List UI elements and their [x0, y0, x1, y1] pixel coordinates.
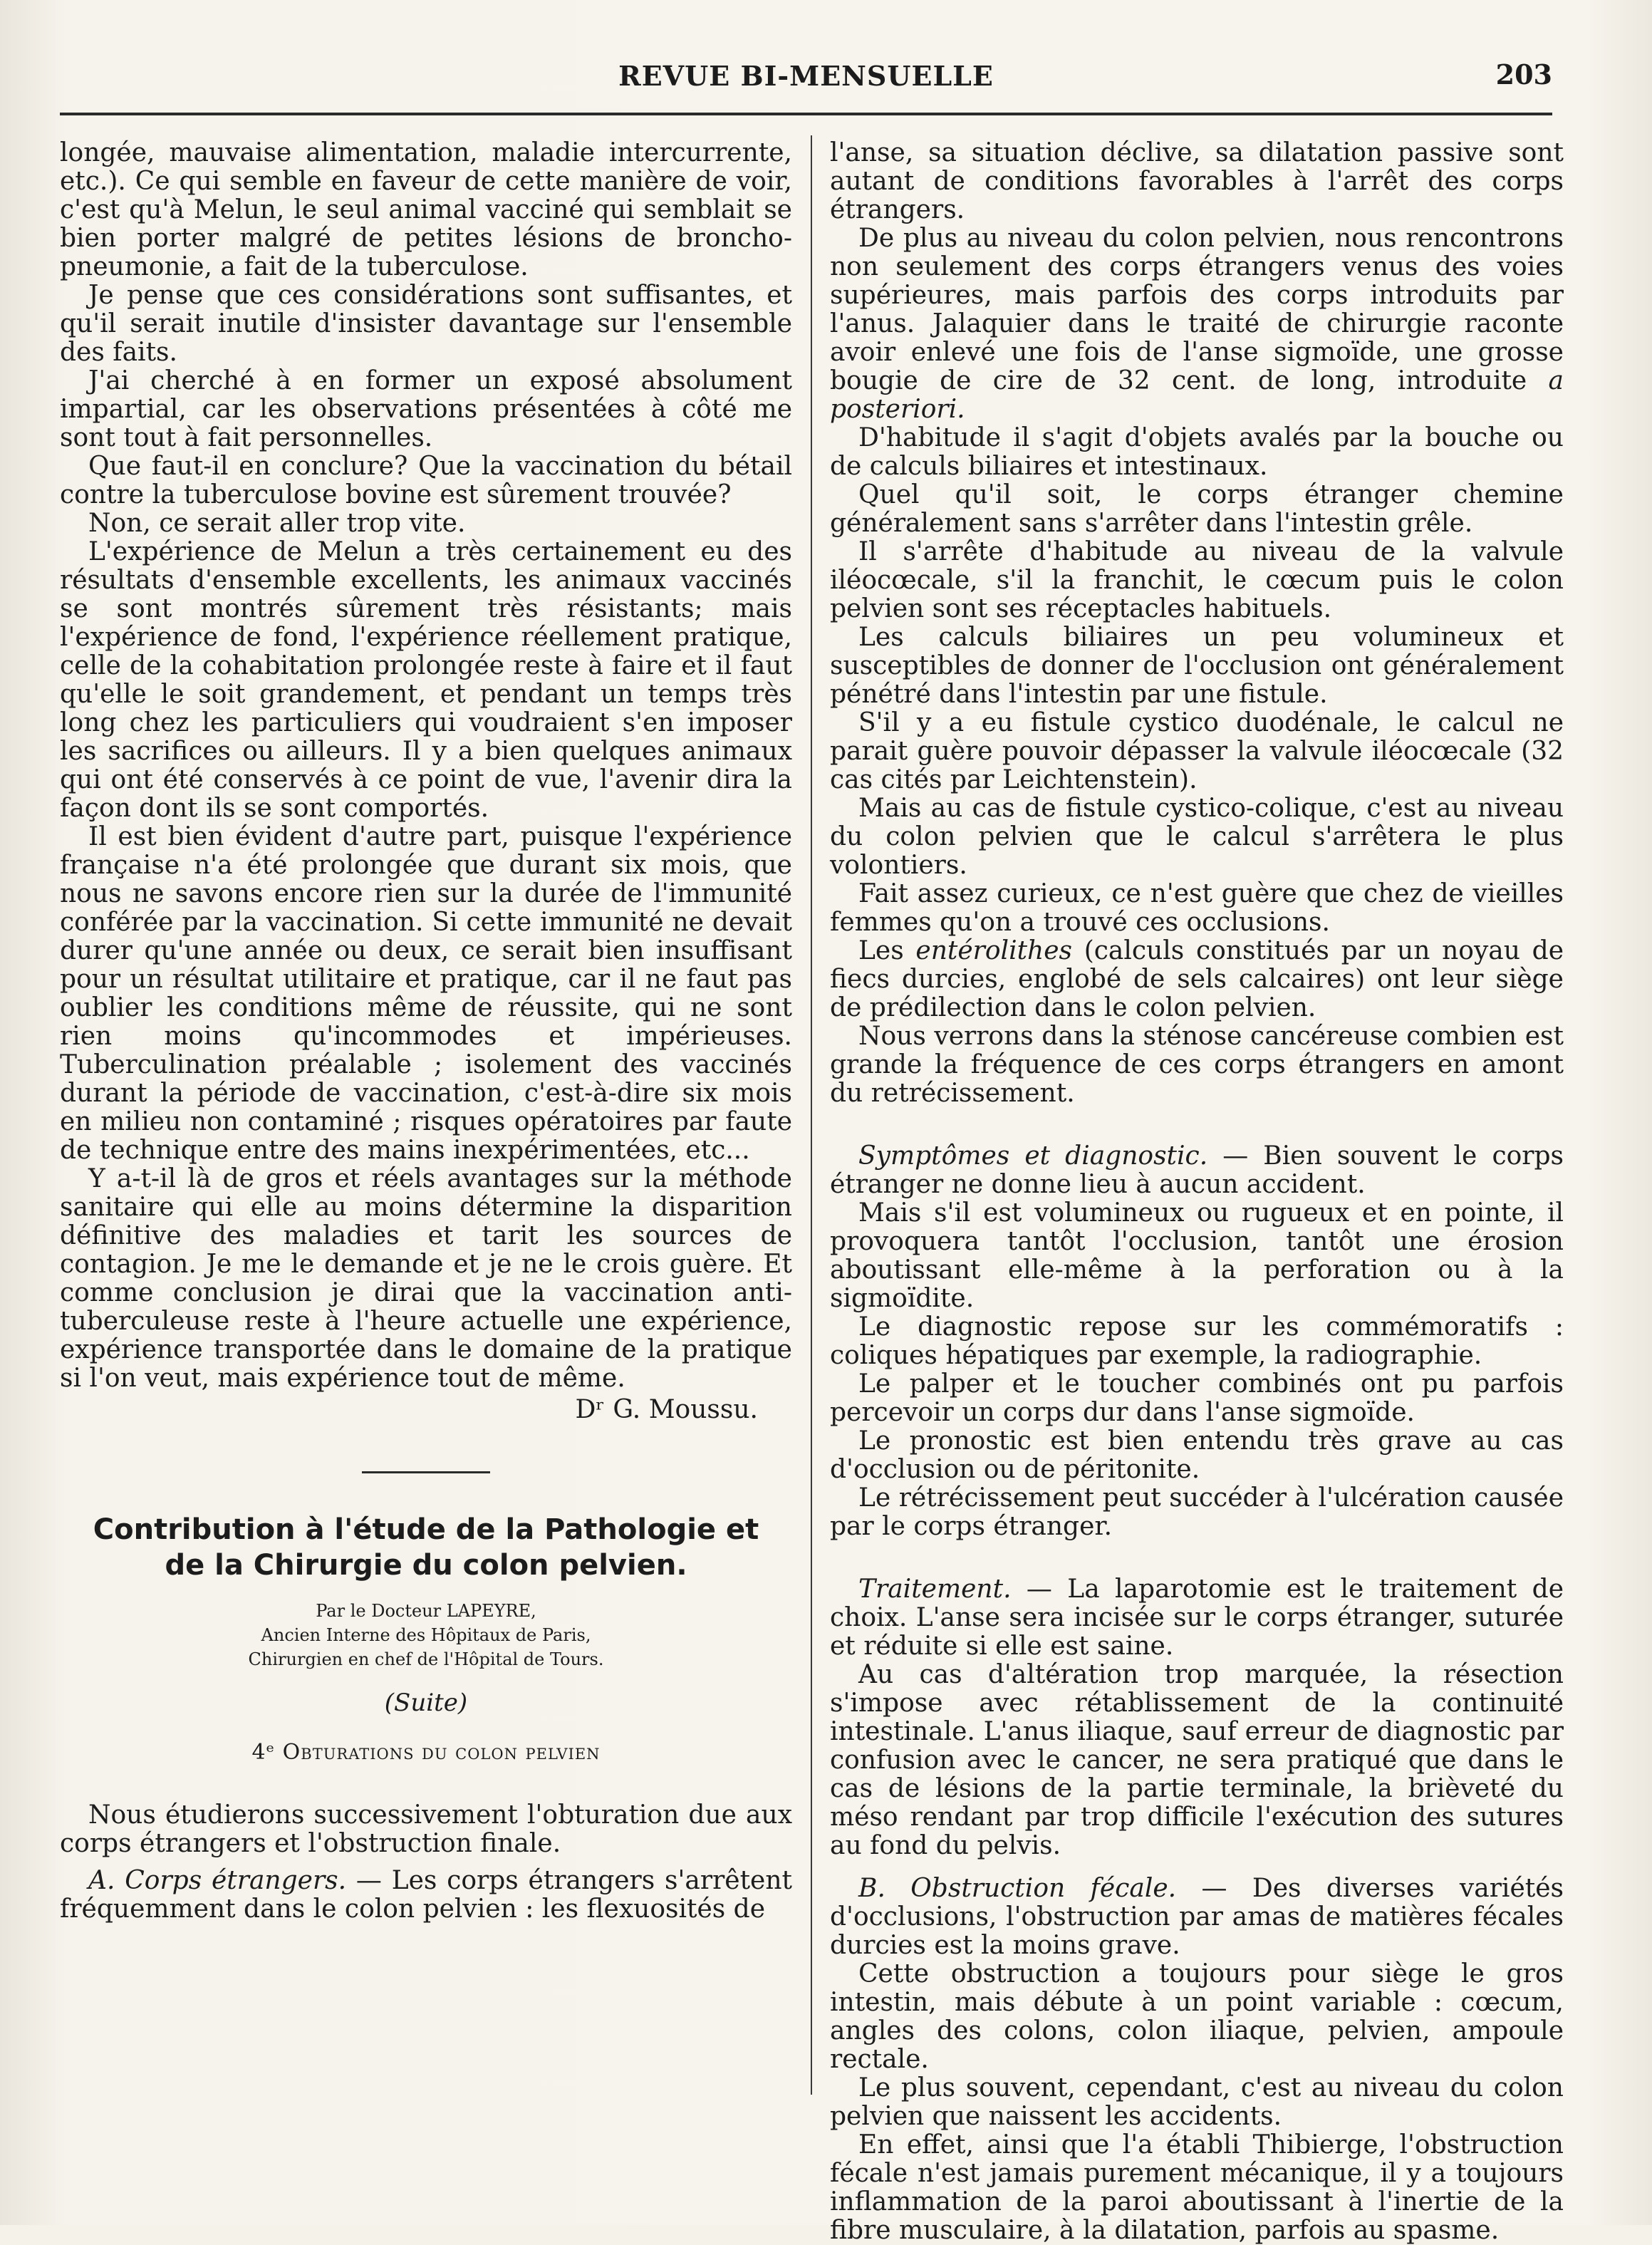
section-heading: 4ᵉ Obturations du colon pelvien [251, 1740, 601, 1765]
paragraph [830, 937, 1564, 1022]
term: entérolithes [915, 936, 1073, 965]
latin-phrase: a posteriori. [830, 366, 1564, 424]
paragraph: J'ai cherché à en former un exposé absolument impartial, car les observations présentées à côté me sont tout à fait personnelles. [60, 366, 792, 452]
paragraph: Mais au cas de fistule cystico-colique, c'est au niveau du colon pelvien que le calcul s'arrêtera le plus volontiers. [830, 794, 1564, 880]
paragraph: l'anse, sa situation déclive, sa dilatation passive sont autant de conditions favorables à l'arrêt des corps étrangers. [830, 138, 1564, 224]
paragraph: Le pronostic est bien entendu très grave au cas d'occlusion ou de péritonite. [830, 1426, 1564, 1484]
paragraph: Le plus souvent, cependant, c'est au niveau du colon pelvien que naissent les accidents. [830, 2073, 1564, 2131]
spacer [830, 1860, 1564, 1875]
paragraph: Que faut-il en conclure? Que la vaccination du bétail contre la tuberculose bovine est sûrement trouvée? [60, 452, 792, 509]
paragraph: Y a-t-il là de gros et réels avantages sur la méthode sanitaire qui elle au moins détermine la disparition définitive des maladies et tarit les sources de contagion. Je me le demande et je ne le crois guère. Et comme conclusion je dirai que la vaccination anti-tuberculeuse reste à l'heure actuelle une expérience, expérience transportée dans le domaine de la pratique si l'on veut, mais expérience tout de même. [60, 1164, 792, 1393]
paragraph: Le rétrécissement peut succéder à l'ulcération causée par le corps étranger. [830, 1483, 1564, 1541]
paragraph: Il est bien évident d'autre part, puisque l'expérience française n'a été prolongée que durant six mois, que nous ne savons encore rien sur la durée de l'immunité conférée par la vaccination. Si cette immunité ne devait durer qu'une année ou deux, ce serait bien insuffisant pour un résultat utilitaire et pratique, car il ne faut pas oublier les conditions même de réussite, qui ne sont rien moins qu'incommodes et impérieuses. Tuberculination préalable ; isolement des vaccinés durant la période de vaccination, c'est-à-dire six mois en milieu non contaminé ; risques opératoires par faute de technique entre des mains inexpérimentées, etc... [60, 822, 792, 1165]
paragraph-text: De plus au niveau du colon pelvien, nous rencontrons non seulement des corps étrangers venus des voies supérieures, mais parfois des corps introduits par l'anus. Jalaquier dans le traité de chirurgie raconte avoir enlevé une fois de l'anse sigmoïde, une grosse bougie de cire de 32 cent. de long, introduite [830, 224, 1564, 395]
subsection-text: — Des diverses variétés d'occlusions, l'obstruction par amas de matières fécales durcies est la moins grave. [830, 1874, 1564, 1960]
byline-title: Ancien Interne des Hôpitaux de Paris, [261, 1625, 591, 1645]
paragraph [830, 224, 1564, 424]
paragraph: Cette obstruction a toujours pour siège le gros intestin, mais débute à un point variable : cœcum, angles des colons, colon iliaque, pelvien, ampoule rectale. [830, 1959, 1564, 2074]
paragraph: S'il y a eu fistule cystico duodénale, le calcul ne parait guère pouvoir dépasser la valvule iléocœcale (32 cas cités par Leichtenstein). [830, 708, 1564, 794]
article-title-line: de la Chirurgie du colon pelvien. [165, 1549, 687, 1582]
paragraph: Le palper et le toucher combinés ont pu parfois percevoir un corps dur dans l'anse sigmoïde. [830, 1369, 1564, 1427]
paragraph [830, 1575, 1564, 1661]
paragraph: L'expérience de Melun a très certainement eu des résultats d'ensemble excellents, les animaux vaccinés se sont montrés sûrement très résistants; mais l'expérience de fond, l'expérience réellement pratique, celle de la cohabitation prolongée reste à faire et il faut qu'elle le soit grandement, et pendant un temps très long chez les particuliers qui voudraient s'en imposer les sacrifices ou ailleurs. Il y a bien quelques animaux qui ont été conservés à ce point de vue, l'avenir dira la façon dont ils se sont comportés. [60, 537, 792, 823]
subsection-label: Traitement. [858, 1575, 1012, 1604]
paragraph: Les calculs biliaires un peu volumineux et susceptibles de donner de l'occlusion ont généralement pénétré dans l'intestin par une fistule. [830, 623, 1564, 709]
spacer [830, 1541, 1564, 1575]
paragraph [830, 1875, 1564, 1960]
paragraph: Je pense que ces considérations sont suffisantes, et qu'il serait inutile d'insister davantage sur l'ensemble des faits. [60, 281, 792, 367]
paragraph: Le diagnostic repose sur les commémoratifs : coliques hépatiques par exemple, la radiographie. [830, 1312, 1564, 1370]
subsection-label: Symptômes et diagnostic. [858, 1141, 1208, 1171]
paragraph: D'habitude il s'agit d'objets avalés par la bouche ou de calculs biliaires et intestinaux. [830, 423, 1564, 481]
author-signature: Dʳ G. Moussu. [575, 1395, 758, 1424]
paragraph: Quel qu'il soit, le corps étranger chemine généralement sans s'arrêter dans l'intestin grêle. [830, 480, 1564, 538]
byline-author: Par le Docteur LAPEYRE, [316, 1601, 536, 1621]
paragraph: Non, ce serait aller trop vite. [88, 509, 466, 538]
paragraph [60, 1867, 792, 1924]
byline-title: Chirurgien en chef de l'Hôpital de Tours. [248, 1649, 604, 1669]
paragraph: En effet, ainsi que l'a établi Thibierge, l'obstruction fécale n'est jamais purement mécanique, il y a toujours inflammation de la paroi aboutissant à l'inertie de la fibre musculaire, à la dilatation, parfois au spasme. [830, 2130, 1564, 2245]
spacer [830, 1108, 1564, 1142]
paragraph: Il s'arrête d'habitude au niveau de la valvule iléocœcale, s'il la franchit, le cœcum puis le colon pelvien sont ses réceptacles habituels. [830, 537, 1564, 623]
article-separator [362, 1471, 490, 1473]
page-number: 203 [1495, 58, 1552, 90]
subsection-text: — La laparotomie est le traitement de choix. L'anse sera incisée sur le corps étranger, suturée et réduite si elle est saine. [830, 1575, 1564, 1661]
paragraph [830, 1142, 1564, 1199]
page-header [60, 50, 1552, 114]
subsection-label: B. Obstruction fécale. [858, 1874, 1177, 1903]
continued-label: (Suite) [384, 1689, 468, 1717]
paragraph: Au cas d'altération trop marquée, la résection s'impose avec rétablissement de la continuité intestinale. L'anus iliaque, sauf erreur de diagnostic par confusion avec le cancer, ne sera pratiqué que dans le cas de lésions de la partie terminale, la brièveté du méso rendant par trop difficile l'exécution des sutures au fond du pelvis. [830, 1660, 1564, 1860]
paragraph: Mais s'il est volumineux ou rugueux et en pointe, il provoquera tantôt l'occlusion, tantôt une érosion aboutissant elle-même à la perforation ou à la sigmoïdite. [830, 1198, 1564, 1313]
left-column [60, 139, 792, 1924]
subsection-text: — Bien souvent le corps étranger ne donne lieu à aucun accident. [830, 1141, 1564, 1199]
subsection-label: A. Corps étrangers. [88, 1866, 347, 1895]
subsection-text: — Les corps étrangers s'arrêtent fréquemment dans le colon pelvien : les flexuosités de [60, 1866, 793, 1924]
paragraph: Fait assez curieux, ce n'est guère que chez de vieilles femmes qu'on a trouvé ces occlusions. [830, 879, 1564, 937]
paragraph-text: Les [858, 936, 916, 965]
column-divider [811, 135, 812, 2095]
paragraph-text: (calculs constitués par un noyau de fiecs durcies, englobé de sels calcaires) ont leur siège de prédilection dans le colon pelvien. [830, 936, 1564, 1022]
paragraph: Nous étudierons successivement l'obturation due aux corps étrangers et l'obstruction finale. [60, 1800, 792, 1858]
running-title: REVUE BI-MENSUELLE [618, 60, 994, 92]
right-column [830, 139, 1564, 2245]
article-title [60, 1512, 792, 1583]
header-rule [60, 113, 1552, 115]
paragraph: Nous verrons dans la sténose cancéreuse combien est grande la fréquence de ces corps étrangers en amont du retrécissement. [830, 1022, 1564, 1108]
article-title-line: Contribution à l'étude de la Pathologie et [93, 1513, 759, 1546]
paragraph: longée, mauvaise alimentation, maladie intercurrente, etc.). Ce qui semble en faveur de cette manière de voir, c'est qu'à Melun, le seul animal vacciné qui semblait se bien porter malgré de petites lésions de broncho-pneumonie, a fait de la tuberculose. [60, 138, 792, 281]
byline [60, 1599, 792, 1671]
